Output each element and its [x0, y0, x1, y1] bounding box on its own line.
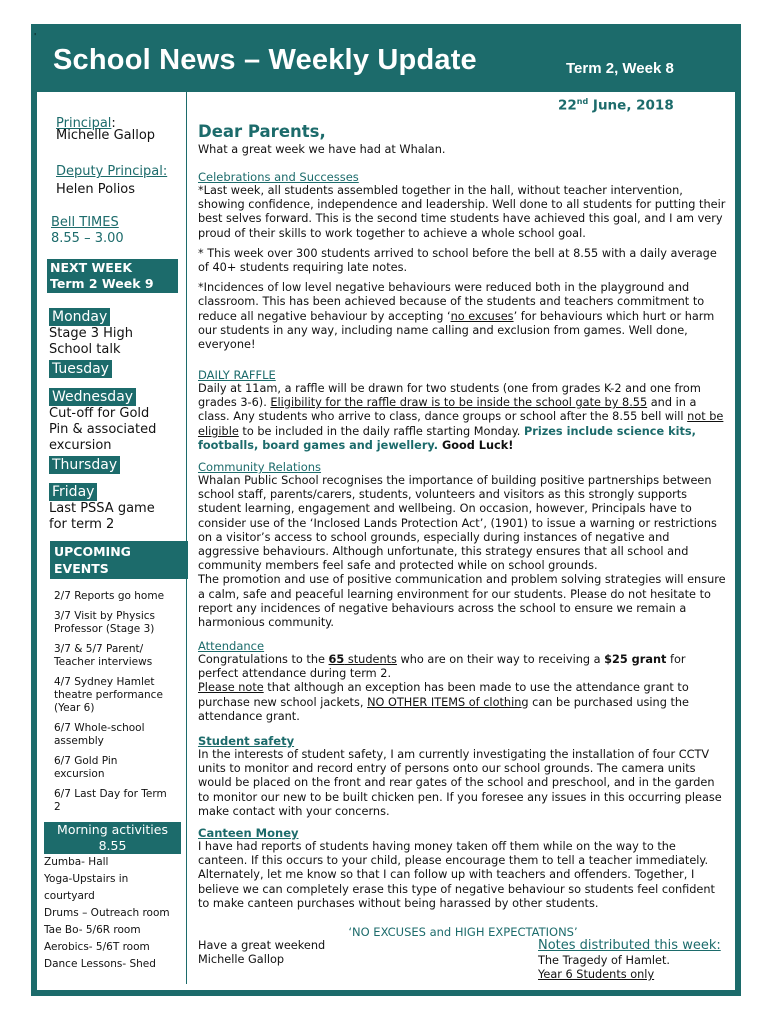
issue-date: [558, 97, 674, 114]
bell-times-value: 8.55 – 3.00: [51, 231, 124, 246]
notes-item: Year 6 Students only: [538, 968, 655, 981]
event-item: [54, 643, 184, 669]
celebrations-para: [198, 281, 728, 352]
raffle-section: [198, 368, 728, 453]
upcoming-events-box: [50, 541, 188, 579]
monday-item: Stage 3 High: [49, 326, 133, 341]
next-week-heading: NEXT WEEK: [50, 260, 133, 275]
bell-times-label: Bell TIMES: [51, 215, 119, 230]
intro-text: What a great week we have had at Whalan.: [198, 143, 446, 156]
event-line: 6/7 Gold Pin: [54, 755, 118, 767]
principal-name: Michelle Gallop: [56, 128, 156, 143]
para-text: and in a class. Any students who arrive to class, dance groups or school after the 8.55 bell will: [198, 396, 697, 424]
celebrations-para: * This week over 300 students arrived to school before the bell at 8.55 with a daily average of 40+ students requiring late notes.: [198, 246, 717, 275]
good-luck-text: Good Luck!: [438, 438, 514, 452]
students-count: 65: [328, 653, 345, 666]
signature: Michelle Gallop: [198, 953, 285, 966]
wednesday-block: [49, 386, 156, 474]
event-line: 3/7 & 5/7 Parent/: [54, 643, 144, 655]
prizes-text: Prizes include science kits, footballs, board games and jewellery.: [198, 424, 696, 452]
attendance-para: [198, 653, 728, 681]
monday-item: School talk: [49, 342, 121, 357]
community-section: [198, 460, 728, 630]
para-text: ’ for behaviours which hurt or harm our students in any way, including name calling and exclusion from games. Well done, everyone!: [198, 309, 715, 352]
events-list: [54, 590, 184, 814]
wednesday-item: Cut-off for Gold: [49, 406, 150, 421]
not-eligible-text: not be eligible: [198, 410, 724, 438]
activity-item: Aerobics- 5/6T room: [44, 941, 150, 953]
no-other-items-text: NO OTHER ITEMS of clothing: [367, 695, 529, 709]
morning-activities-list: [44, 854, 186, 973]
event-line: Professor (Stage 3): [54, 623, 155, 635]
event-line: Teacher interviews: [54, 656, 153, 668]
raffle-para: [198, 382, 728, 453]
activity-item: Zumba- Hall: [44, 856, 109, 868]
event-item: [54, 755, 184, 781]
attendance-heading: Attendance: [198, 639, 265, 653]
upcoming-heading: UPCOMING: [54, 544, 131, 559]
events-heading: EVENTS: [54, 561, 109, 576]
para-text: Daily at 11am, a raffle will be drawn for two students (one from grades K-2 and one from grades 3-6).: [198, 382, 701, 410]
next-week-term: Term 2 Week 9: [50, 276, 154, 291]
newsletter-title: School News – Weekly Update: [53, 44, 477, 76]
notes-distributed-heading: Notes distributed this week:: [538, 938, 721, 953]
celebrations-para: *Last week, all students assembled together in the hall, without teacher intervention, showing confidence, independence and leadership. Well done to all students for putting their best selves forward. This is the second time students have achieved this goal, and I am very proud of their skills to work together to achieve a whole school goal.: [198, 184, 726, 240]
date-suffix: nd: [576, 97, 589, 106]
students-word: students: [344, 653, 397, 666]
date-rest: June, 2018: [588, 97, 674, 114]
para-text: can be purchased using the attendance grant.: [198, 695, 689, 723]
sidebar-divider: [186, 92, 187, 984]
event-line: excursion: [54, 768, 105, 780]
wednesday-item: excursion: [49, 438, 112, 453]
activity-item: Tae Bo- 5/6R room: [44, 924, 141, 936]
safety-para: In the interests of student safety, I am currently investigating the installation of four CCTV units to monitor and record entry of persons onto our school grounds. The camera units would be placed on the front and rear gates of the school and preschool, and in the garden to monitor our new to be built chicken pen. If you foresee any issues in this occurring please make contact with your concerns.: [198, 748, 722, 818]
safety-section: [198, 734, 728, 819]
para-text: to be included in the daily raffle starting Monday.: [238, 424, 524, 438]
para-text: for perfect attendance during term 2.: [198, 653, 686, 681]
event-line: 6/7 Last Day for Term: [54, 788, 167, 800]
deputy-label: Deputy Principal:: [56, 164, 168, 179]
celebrations-section: [198, 170, 728, 352]
activity-item: courtyard: [44, 890, 95, 902]
safety-heading: Student safety: [198, 734, 295, 748]
para-text: that although an exception has been made to use the attendance grant to purchase new school jackets,: [198, 681, 689, 709]
day-wednesday: Wednesday: [49, 388, 136, 406]
day-monday: Monday: [49, 308, 110, 326]
day-friday: Friday: [49, 483, 97, 501]
event-line: 6/7 Whole-school: [54, 722, 145, 734]
para-text: *Incidences of low level negative behaviours were reduced both in the playground and classroom. This has been achieved because of the students and teachers commitment to reduce all negative behaviour by accepting ‘: [198, 281, 705, 323]
event-item: [54, 590, 184, 603]
eligibility-text: Eligibility for the raffle draw is to be inside the school gate by 8.55: [270, 396, 648, 410]
morning-activities-time: 8.55: [98, 838, 127, 853]
canteen-section: [198, 826, 728, 911]
para-text: Congratulations to the: [198, 653, 329, 666]
next-week-box: [47, 259, 178, 293]
principal-label: Principal: [56, 116, 112, 131]
event-item: [54, 788, 184, 814]
event-item: [54, 676, 184, 715]
motto: ‘NO EXCUSES and HIGH EXPECTATIONS’: [348, 925, 578, 939]
no-excuses-text: no excuses: [450, 309, 514, 323]
event-line: 2: [54, 801, 61, 813]
raffle-heading: DAILY RAFFLE: [198, 368, 276, 382]
para-text: who are on their way to receiving a: [396, 653, 605, 666]
activity-item: Drums – Outreach room: [44, 907, 170, 919]
canteen-para: I have had reports of students having money taken off them while on the way to the canteen. If this occurs to your child, please encourage them to tell a teacher immediately. Alternately, let me know so that I can follow up with teachers and offenders. Together, I believe we can completely erase this type of negative behaviour so students feel confident to make canteen purchases without being harassed by other students.: [198, 840, 715, 910]
canteen-heading: Canteen Money: [198, 826, 299, 840]
event-line: 3/7 Visit by Physics: [54, 610, 155, 622]
wednesday-item: Pin & associated: [49, 422, 157, 437]
date-day: 22: [558, 97, 577, 114]
signoff: Have a great weekend: [198, 939, 326, 952]
term-week-label: Term 2, Week 8: [566, 60, 674, 77]
deputy-name: Helen Polios: [56, 182, 136, 197]
event-line: 4/7 Sydney Hamlet: [54, 676, 155, 688]
community-heading: Community Relations: [198, 460, 322, 474]
community-para: Whalan Public School recognises the importance of building positive partnerships between school staff, parents/carers, students, volunteers and visitors as this strongly supports student learning, engagement and wellbeing. On occasion, however, Principals have to consider use of the ‘Inclosed Lands Protection Act’, (1901) to issue a warning or restrictions on a visitor’s access to school grounds, especially during instances of negative and aggressive behaviours. Although unfortunate, this strategy ensures that all school and community members feel safe and protected while on school grounds.: [198, 474, 717, 573]
event-line: assembly: [54, 735, 104, 747]
morning-activities-title: Morning activities: [57, 822, 168, 837]
friday-item: for term 2: [49, 517, 115, 532]
event-item: [54, 610, 184, 636]
monday-block: [49, 306, 133, 378]
friday-item: Last PSSA game: [49, 501, 155, 516]
greeting: Dear Parents,: [198, 122, 326, 141]
please-note-text: Please note: [198, 681, 264, 695]
grant-amount: $25 grant: [604, 653, 667, 666]
community-para: The promotion and use of positive communication and problem solving strategies will ensure a calm, safe and peaceful learning environment for our students. Please do not hesitate to report any incidences of negative behaviours across the school to ensure we remain a harmonious community.: [198, 573, 726, 630]
notes-item: The Tragedy of Hamlet.: [538, 954, 670, 967]
principal-colon: :: [111, 116, 116, 131]
attendance-section: [198, 639, 728, 724]
celebrations-heading: Celebrations and Successes: [198, 170, 359, 184]
morning-activities-box: [44, 822, 181, 854]
activity-item: Dance Lessons- Shed: [44, 958, 156, 970]
friday-block: [49, 481, 155, 533]
event-line: theatre performance: [54, 689, 163, 701]
corner-mark: ': [34, 32, 37, 41]
event-line: 2/7 Reports go home: [54, 590, 165, 602]
day-thursday: Thursday: [49, 456, 120, 474]
event-item: [54, 722, 184, 748]
attendance-note: [198, 681, 728, 724]
activity-item: Yoga-Upstairs in: [44, 873, 129, 885]
day-tuesday: Tuesday: [49, 360, 112, 378]
event-line: (Year 6): [54, 702, 95, 714]
